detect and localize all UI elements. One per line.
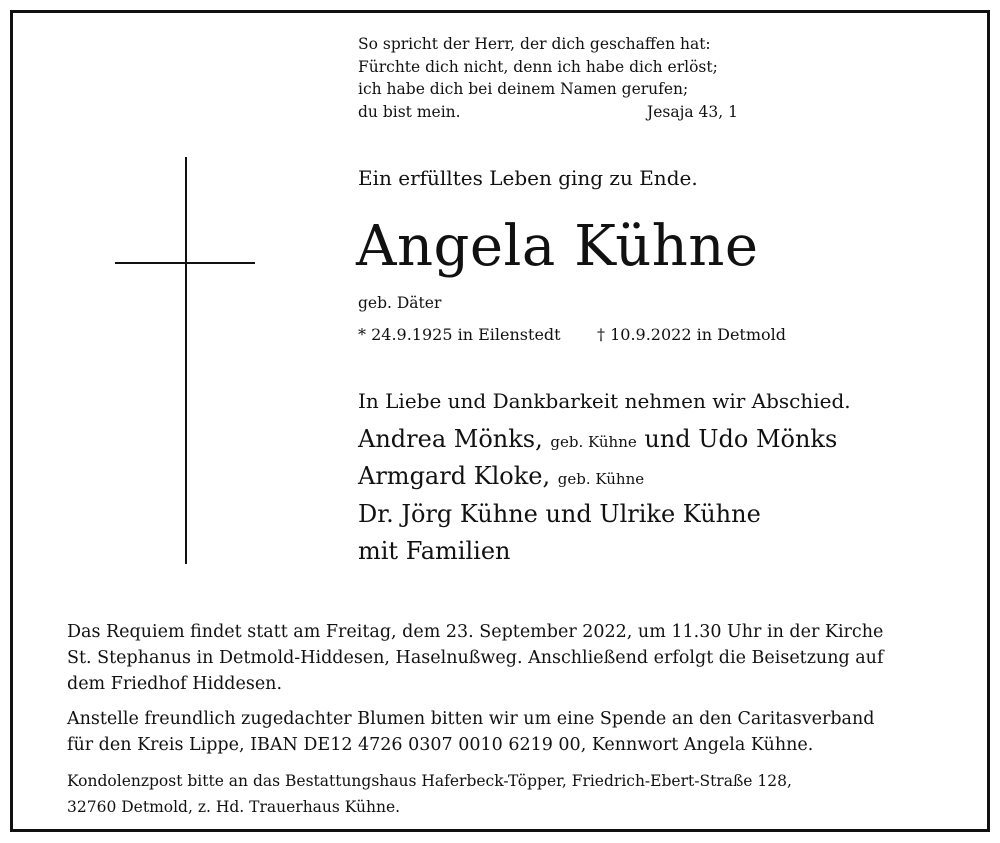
verse-last-line xyxy=(358,101,738,124)
family-member: und Udo Mönks xyxy=(644,425,838,453)
family-member: Andrea Mönks, xyxy=(358,425,543,453)
deceased-name: Angela Kühne xyxy=(356,214,759,279)
family-line xyxy=(358,462,644,490)
family-line: mit Familien xyxy=(358,537,511,565)
condolence-paragraph xyxy=(67,768,947,820)
family-member: Armgard Kloke, xyxy=(358,462,551,490)
family-maiden: geb. Kühne xyxy=(550,433,637,451)
death-date: † 10.9.2022 in Detmold xyxy=(597,325,786,344)
cross-icon-bar xyxy=(115,262,255,264)
maiden-name: geb. Däter xyxy=(358,294,442,312)
verse-line: So spricht der Herr, der dich geschaffen hat: xyxy=(358,35,711,53)
paragraph-line: Das Requiem findet statt am Freitag, dem 23. September 2022, um 11.30 Uhr in der Kirche xyxy=(67,622,884,642)
verse-line: ich habe dich bei deinem Namen gerufen; xyxy=(358,80,689,98)
verse-line: du bist mein. xyxy=(358,102,461,121)
intro-text: Ein erfülltes Leben ging zu Ende. xyxy=(358,166,698,190)
paragraph-line: St. Stephanus in Detmold-Hiddesen, Haselnußweg. Anschließend erfolgt die Beisetzung auf xyxy=(67,648,884,668)
cross-icon xyxy=(185,157,187,564)
farewell-text: In Liebe und Dankbarkeit nehmen wir Abschied. xyxy=(358,389,851,413)
paragraph-line: für den Kreis Lippe, IBAN DE12 4726 0307 0010 6219 00, Kennwort Angela Kühne. xyxy=(67,735,814,755)
verse-line: Fürchte dich nicht, denn ich habe dich erlöst; xyxy=(358,57,718,76)
paragraph-line: dem Friedhof Hiddesen. xyxy=(67,674,283,694)
family-line: Dr. Jörg Kühne und Ulrike Kühne xyxy=(358,500,761,528)
paragraph-line: 32760 Detmold, z. Hd. Trauerhaus Kühne. xyxy=(67,798,401,816)
verse-reference: Jesaja 43, 1 xyxy=(647,102,738,121)
requiem-paragraph xyxy=(67,619,947,697)
bible-verse xyxy=(358,33,738,123)
family-line xyxy=(358,425,837,453)
donation-paragraph xyxy=(67,706,947,758)
birth-date: * 24.9.1925 in Eilenstedt xyxy=(358,325,561,344)
paragraph-line: Kondolenzpost bitte an das Bestattungshaus Haferbeck-Töpper, Friedrich-Ebert-Straße 128, xyxy=(67,772,792,790)
family-maiden: geb. Kühne xyxy=(557,470,645,488)
paragraph-line: Anstelle freundlich zugedachter Blumen bitten wir um eine Spende an den Caritasverband xyxy=(67,709,875,729)
